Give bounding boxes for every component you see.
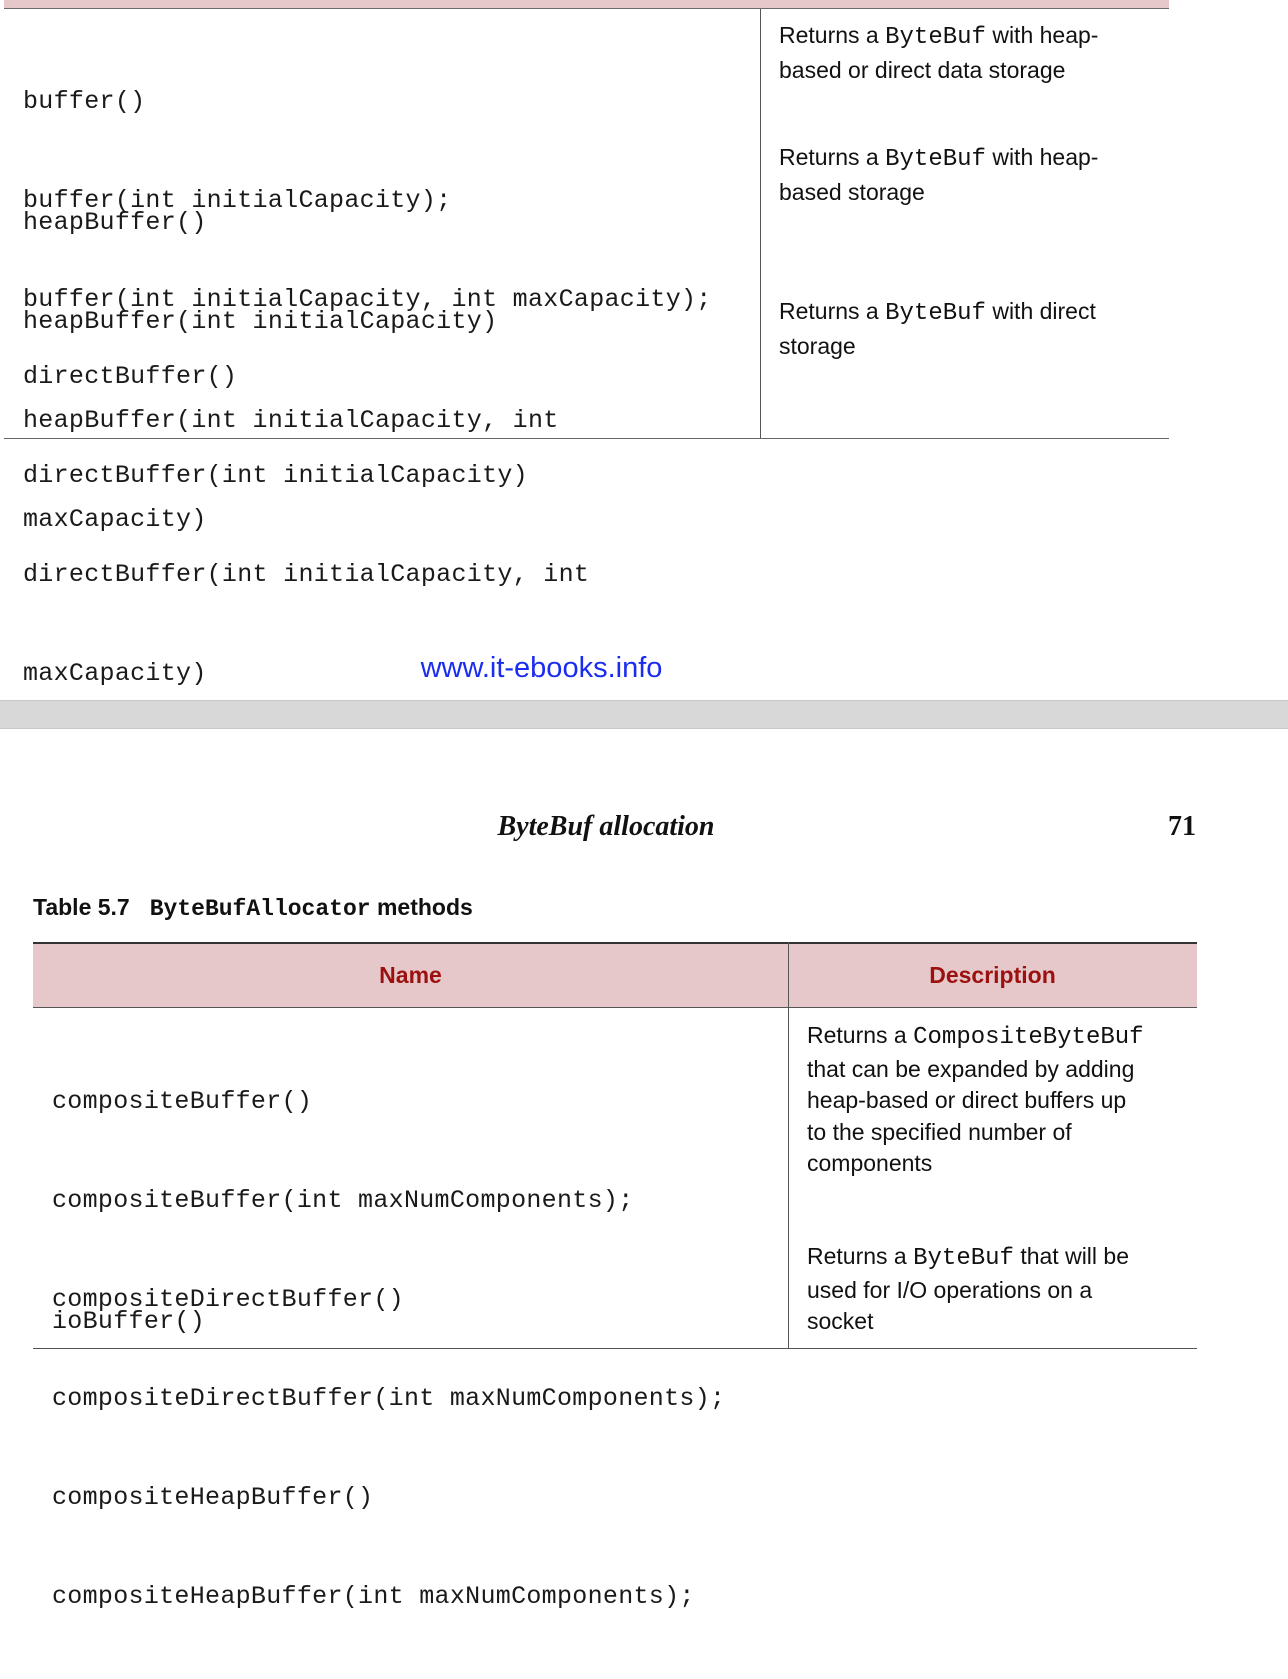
- desc-line: socket: [807, 1308, 874, 1334]
- table-caption-code: ByteBufAllocator: [149, 896, 371, 922]
- column-header-name: Name: [379, 962, 442, 988]
- table-caption-label: Table 5.7: [33, 894, 130, 920]
- method-signatures-io-buffer: [52, 1239, 205, 1404]
- method-signatures-direct-buffer: [23, 294, 589, 756]
- running-head: ByteBuf allocation: [497, 811, 715, 842]
- code-line: directBuffer(int initialCapacity): [23, 461, 528, 490]
- table-caption-text: methods: [370, 894, 473, 920]
- code-line: compositeHeapBuffer(int maxNumComponents);: [52, 1582, 695, 1611]
- desc-line: [779, 295, 1096, 330]
- desc-line: [807, 1020, 1144, 1054]
- watermark-link[interactable]: www.it-ebooks.info: [420, 652, 663, 684]
- desc-text: Returns a: [779, 144, 886, 170]
- code-line: compositeHeapBuffer(): [52, 1483, 374, 1512]
- desc-text: Returns a: [807, 1243, 914, 1269]
- desc-text: that will be: [1013, 1243, 1129, 1269]
- desc-line: components: [807, 1150, 933, 1176]
- desc-text: Returns a: [807, 1022, 914, 1048]
- column-divider: [788, 942, 789, 1348]
- desc-line: [779, 141, 1098, 176]
- code-line: directBuffer(int initialCapacity, int: [23, 560, 590, 589]
- description-buffer: [779, 19, 1098, 86]
- column-divider: [760, 9, 761, 438]
- column-header-description: Description: [929, 962, 1056, 988]
- code-line: buffer(int initialCapacity);: [23, 186, 452, 215]
- desc-text: with heap-: [985, 144, 1099, 170]
- page-bottom: [0, 729, 1288, 1611]
- description-heap-buffer: [779, 141, 1098, 208]
- desc-line: based or direct data storage: [779, 57, 1066, 83]
- code-line: maxCapacity): [23, 505, 207, 534]
- code-line: compositeDirectBuffer(int maxNumComponents);: [52, 1384, 726, 1413]
- code-line: heapBuffer(): [23, 208, 207, 237]
- desc-text: Returns a: [779, 22, 886, 48]
- table-bottom-rule: [4, 438, 1169, 439]
- table-header: [33, 942, 1197, 1008]
- desc-code: ByteBuf: [913, 1245, 1014, 1272]
- description-io-buffer: [807, 1241, 1129, 1338]
- desc-code: CompositeByteBuf: [913, 1024, 1144, 1051]
- desc-code: ByteBuf: [885, 146, 986, 173]
- desc-line: to the specified number of: [807, 1118, 1072, 1145]
- page-separator: [0, 700, 1288, 729]
- table-header-band: [4, 0, 1169, 9]
- desc-line: used for I/O operations on a: [807, 1276, 1093, 1303]
- desc-line: heap-based or direct buffers up: [807, 1087, 1127, 1113]
- page-top: [0, 0, 1288, 700]
- code-line: maxCapacity): [23, 659, 207, 688]
- desc-code: ByteBuf: [885, 300, 986, 327]
- code-line: heapBuffer(int initialCapacity): [23, 307, 498, 336]
- code-line: buffer(int initialCapacity, int maxCapacity);: [23, 285, 712, 314]
- code-line: buffer(): [23, 87, 146, 116]
- desc-line: storage: [779, 333, 856, 359]
- desc-line: [807, 1241, 1129, 1275]
- code-line: compositeBuffer(int maxNumComponents);: [52, 1186, 634, 1215]
- code-line: directBuffer(): [23, 362, 238, 391]
- table-bottom-rule: [33, 1348, 1197, 1349]
- desc-code: ByteBuf: [885, 24, 986, 51]
- code-line: compositeBuffer(): [52, 1087, 313, 1116]
- table-caption: [33, 894, 473, 922]
- desc-line: based storage: [779, 179, 925, 205]
- desc-text: with heap-: [985, 22, 1099, 48]
- desc-line: that can be expanded by adding: [807, 1055, 1135, 1082]
- code-line: ioBuffer(): [52, 1307, 206, 1336]
- page-number: 71: [1168, 811, 1196, 842]
- description-direct-buffer: [779, 295, 1096, 362]
- desc-text: with direct: [985, 298, 1096, 324]
- code-line: heapBuffer(int initialCapacity, int: [23, 406, 559, 435]
- description-composite: [807, 1020, 1144, 1180]
- desc-line: [779, 19, 1098, 54]
- code-line: compositeDirectBuffer(): [52, 1285, 404, 1314]
- desc-text: Returns a: [779, 298, 886, 324]
